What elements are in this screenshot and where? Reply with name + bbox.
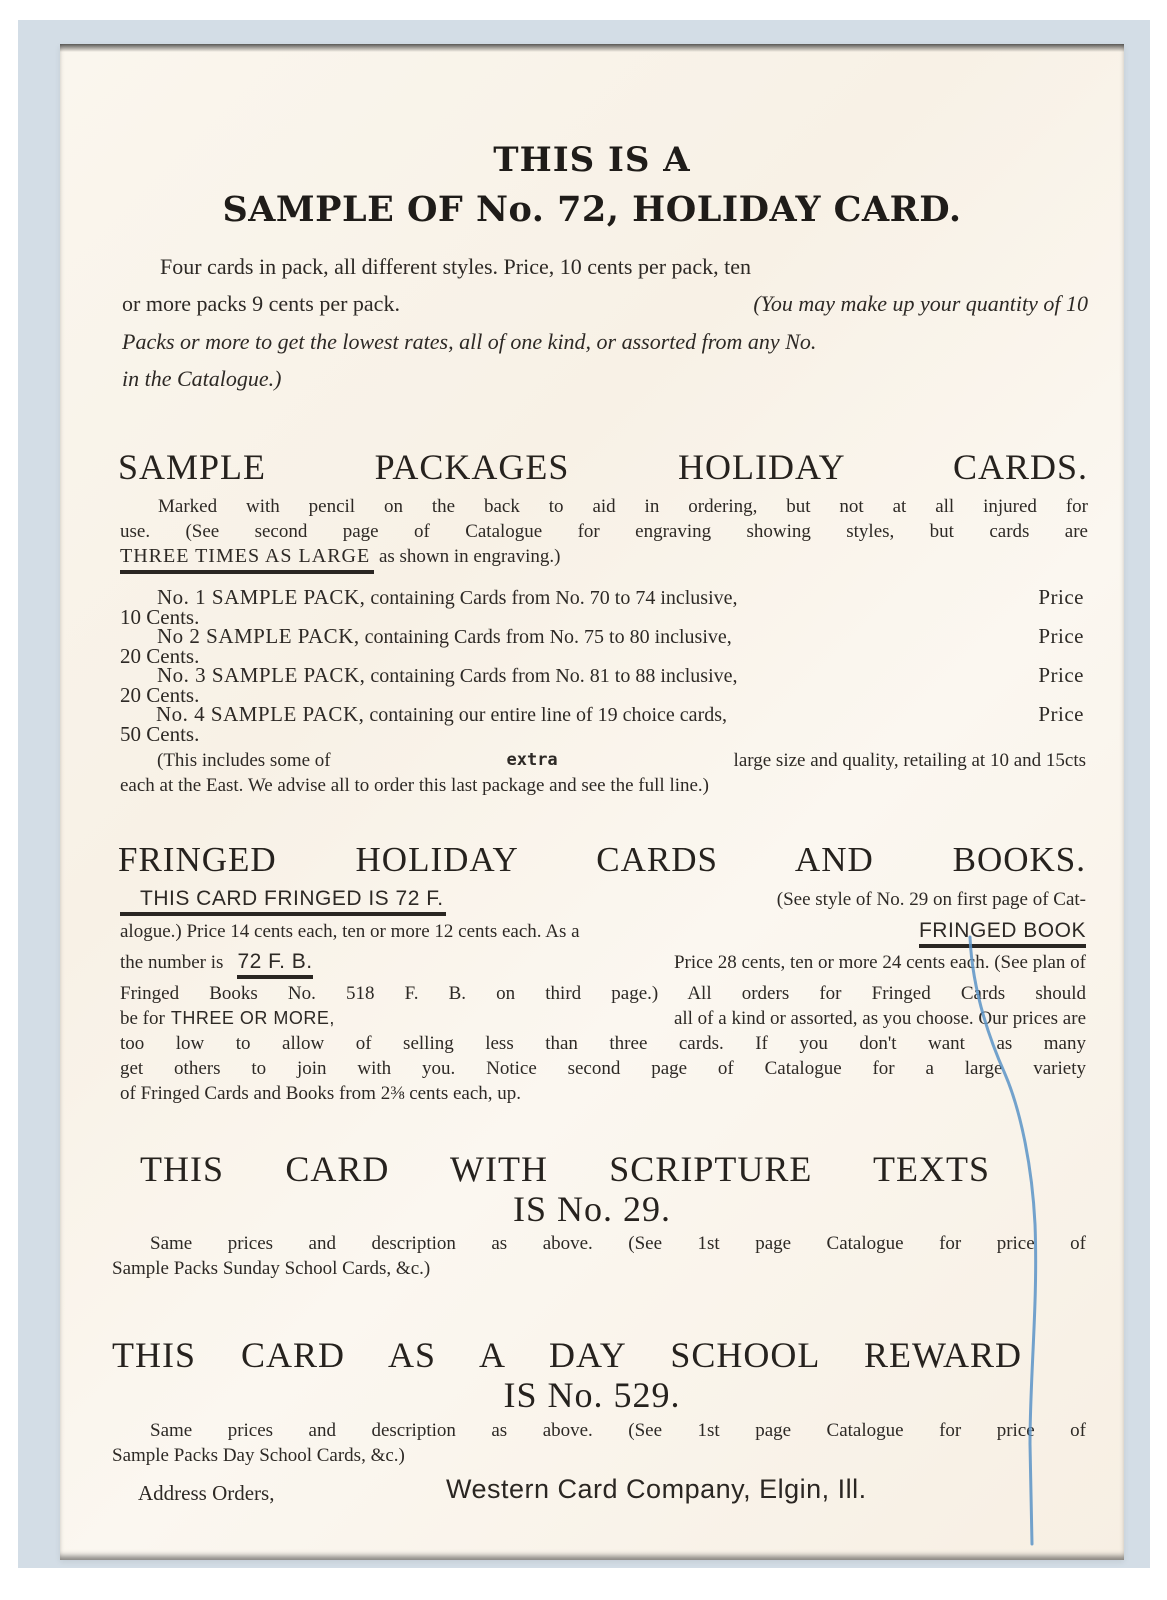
fringed-line-8: of Fringed Cards and Books from 2⅜ cents each, up. (120, 1083, 522, 1104)
fringed-book-number: 72 F. B. (237, 949, 312, 979)
scripture-note-line-2: Sample Packs Sunday School Cards, &c.) (112, 1258, 431, 1279)
intro-line-2b: (You may make up your quantity of 10 (753, 291, 1088, 316)
pack-name: No. 1 SAMPLE PACK, (157, 585, 366, 609)
fringed-line-1 (120, 886, 1086, 916)
intro-line-2a: or more packs 9 cents per pack. (122, 291, 400, 316)
fringed-heading: FRINGED HOLIDAY CARDS AND BOOKS. (118, 840, 1086, 879)
fringed-line-5-post: all of a kind or assorted, as you choose. Our prices are (673, 1008, 1086, 1029)
fringed-line-4: Fringed Books No. 518 F. B. on third page.) All orders for Fringed Cards should (120, 983, 1086, 1004)
pack-price: 20 Cents. (120, 644, 200, 668)
fringed-line-3 (120, 949, 1086, 979)
pack-description: containing Cards from No. 70 to 74 inclusive, (370, 587, 738, 609)
sample-packages-heading: SAMPLE PACKAGES HOLIDAY CARDS. (118, 447, 1088, 487)
pack-name: No. 4 SAMPLE PACK, (156, 702, 365, 726)
sample-note-line-1: Marked with pencil on the back to aid in ordering, but not at all injured for (158, 496, 1088, 517)
sample-note-line-2: use. (See second page of Catalogue for engraving showing styles, but cards are (120, 521, 1088, 542)
address-orders-label: Address Orders, (138, 1481, 275, 1505)
company-name-address: Western Card Company, Elgin, Ill. (446, 1474, 867, 1504)
fringed-card-number-label: THIS CARD FRINGED IS 72 F. (120, 886, 446, 916)
pack-price: 50 Cents. (120, 722, 200, 746)
sample-pack-4 (120, 702, 1084, 746)
title-line-2: SAMPLE OF No. 72, HOLIDAY CARD. (222, 189, 962, 230)
pack-price-label: Price (1038, 702, 1084, 726)
pack-description: containing Cards from No. 81 to 88 inclusive, (370, 665, 738, 687)
extra-note-post: large size and quality, retailing at 10 and 15cts (733, 750, 1086, 771)
extra-note-pre: (This includes some of (157, 750, 331, 771)
fringed-line-7: get others to join with you. Notice second page of Catalogue for a large variety (120, 1058, 1086, 1079)
extra-note-bold: extra (506, 750, 558, 770)
holiday-card-sheet (60, 44, 1124, 1560)
scripture-note-line-1: Same prices and description as above. (See 1st page Catalogue for price of (150, 1233, 1086, 1254)
sample-pack-2 (120, 624, 1084, 668)
day-school-note-line-1: Same prices and description as above. (See 1st page Catalogue for price of (150, 1420, 1086, 1441)
pack-name: No. 3 SAMPLE PACK, (157, 663, 366, 687)
extra-note-line-2: each at the East. We advise all to order this last package and see the full line.) (120, 775, 710, 796)
pack-price-label: Price (1038, 624, 1084, 648)
intro-line-2 (122, 285, 1088, 322)
fringed-book-label: FRINGED BOOK (919, 918, 1086, 948)
fringed-line-6: too low to allow of selling less than three cards. If you don't want as many (120, 1033, 1086, 1054)
pack-description: containing Cards from No. 75 to 80 inclusive, (364, 626, 732, 648)
sample-note-tail: as shown in engraving.) (378, 546, 561, 567)
intro-line-3: Packs or more to get the lowest rates, all of one kind, or assorted from any No. (122, 329, 817, 354)
fringed-line-3-post: Price 28 cents, ten or more 24 cents each. (See plan of (673, 952, 1086, 973)
sample-note-line-3 (120, 544, 1088, 574)
pack-name: No 2 SAMPLE PACK, (157, 624, 360, 648)
pack-price: 10 Cents. (120, 605, 200, 629)
scripture-heading-line-2: IS No. 29. (512, 1189, 671, 1229)
sample-pack-1 (120, 585, 1084, 629)
title-line-1: THIS IS A (493, 140, 691, 180)
extra-note (120, 748, 1086, 798)
day-school-note-line-2: Sample Packs Day School Cards, &c.) (112, 1445, 405, 1466)
intro-line-1: Four cards in pack, all different styles. Price, 10 cents per pack, ten (160, 254, 751, 279)
three-times-as-large-emphasis: THREE TIMES AS LARGE (120, 544, 374, 574)
day-school-heading-line-2: IS No. 529. (503, 1375, 681, 1415)
pack-description: containing our entire line of 19 choice cards, (369, 704, 728, 726)
fringed-line-5-pre: be for (120, 1008, 165, 1029)
pack-price: 20 Cents. (120, 683, 200, 707)
sample-pack-3 (120, 663, 1084, 707)
day-school-heading-line-1: THIS CARD AS A DAY SCHOOL REWARD (112, 1335, 1022, 1375)
pack-price-label: Price (1038, 663, 1084, 687)
fringed-line-5 (120, 1006, 1086, 1031)
scripture-heading-line-1: THIS CARD WITH SCRIPTURE TEXTS (140, 1149, 990, 1189)
fringed-line-1-tail: (See style of No. 29 on first page of Cat- (776, 889, 1086, 910)
fringed-line-3-pre: the number is (120, 952, 224, 973)
pack-price-label: Price (1038, 585, 1084, 609)
three-or-more-emphasis: THREE OR MORE, (170, 1008, 335, 1028)
intro-line-4: in the Catalogue.) (122, 366, 282, 391)
fringed-line-2 (120, 918, 1086, 948)
fringed-line-2-text: alogue.) Price 14 cents each, ten or more 12 cents each. As a (120, 921, 580, 942)
